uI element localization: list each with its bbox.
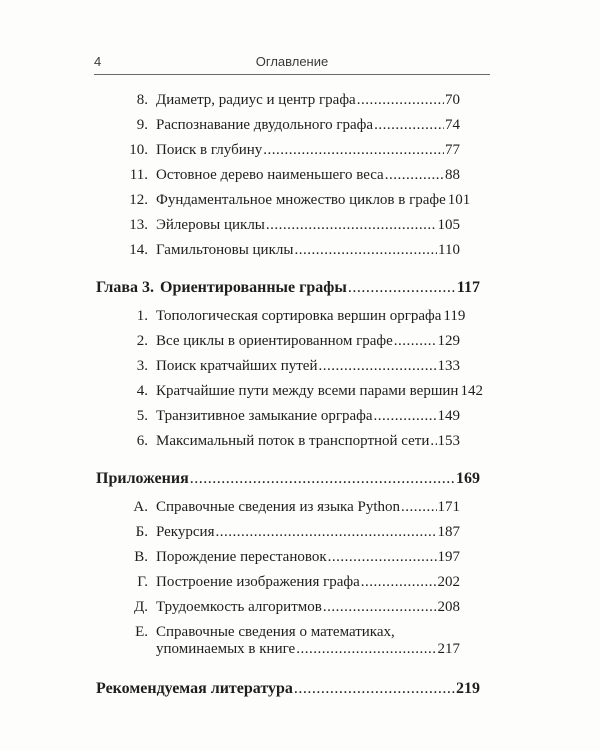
entry-title: Порождение перестановок <box>156 549 327 565</box>
leader-dots <box>374 117 444 134</box>
leader-dots <box>319 358 437 375</box>
entry-number: Е. <box>135 624 148 640</box>
entry-title-line1: Справочные сведения о математиках, <box>156 624 395 640</box>
toc-entry[interactable] <box>96 92 460 109</box>
page-header <box>94 52 490 75</box>
entry-title: Фундаментальное множество циклов в графе <box>156 192 446 208</box>
entry-number: А. <box>133 499 148 515</box>
leader-dots <box>385 167 444 184</box>
entry-number: Г. <box>137 574 148 590</box>
chapter-page: 117 <box>456 279 480 296</box>
entry-title: Диаметр, радиус и центр графа <box>156 92 356 108</box>
entry-title: Трудоемкость алгоритмов <box>156 599 322 615</box>
entry-title: Распознавание двудольного графа <box>156 117 374 133</box>
chapter-title: Ориентированные графы <box>160 279 347 296</box>
leader-dots <box>361 574 437 591</box>
entry-title: Все циклы в ориентированном графе <box>156 333 393 349</box>
leader-dots <box>296 641 436 658</box>
entry-page: 142 <box>460 383 483 399</box>
entry-page: 70 <box>445 92 460 108</box>
entry-number: 12. <box>129 192 148 208</box>
entry-number: 8. <box>136 92 148 108</box>
chapter-label: Глава 3. <box>96 279 154 296</box>
appendix-title: Приложения <box>96 470 189 487</box>
running-title: Оглавление <box>255 54 329 69</box>
leader-dots <box>374 408 437 425</box>
toc-appendix[interactable] <box>96 470 480 487</box>
toc-entry[interactable] <box>96 167 460 184</box>
entry-number: 5. <box>136 408 148 424</box>
toc-entry[interactable] <box>96 358 460 375</box>
leader-dots <box>430 433 436 450</box>
entry-title-line2: упоминаемых в книге <box>156 641 296 657</box>
appendix-page: 169 <box>456 470 480 487</box>
entry-number: 3. <box>136 358 148 374</box>
references-title: Рекомендуемая литература <box>96 680 293 697</box>
entry-page: 110 <box>438 242 460 258</box>
entry-title: Кратчайшие пути между всеми парами вершин <box>156 383 459 399</box>
leader-dots <box>266 217 437 234</box>
entry-page: 187 <box>437 524 460 540</box>
entry-title: Остовное дерево наименьшего веса <box>156 167 384 183</box>
toc-entry[interactable] <box>96 549 460 566</box>
toc-entry[interactable] <box>96 574 460 591</box>
entry-number: Д. <box>134 599 148 615</box>
entry-number: В. <box>134 549 148 565</box>
toc-entry[interactable] <box>96 524 460 541</box>
entry-page: 74 <box>445 117 460 133</box>
entry-number: 6. <box>136 433 148 449</box>
entry-page: 119 <box>443 308 466 324</box>
toc-chapter-3[interactable] <box>96 279 480 296</box>
entry-number: 1. <box>136 308 148 324</box>
entry-page: 153 <box>437 433 460 449</box>
entry-page: 208 <box>437 599 460 615</box>
toc-entry[interactable] <box>96 383 483 400</box>
entry-number: Б. <box>135 524 148 540</box>
entry-title: Построение изображения графа <box>156 574 360 590</box>
leader-dots <box>263 142 444 159</box>
toc-entry[interactable] <box>96 242 460 259</box>
entry-number: 10. <box>129 142 148 158</box>
leader-dots <box>401 499 436 516</box>
entry-page: 88 <box>445 167 460 183</box>
entry-title: Рекурсия <box>156 524 215 540</box>
entry-page: 171 <box>437 499 460 515</box>
entry-page: 105 <box>437 217 460 233</box>
toc-entry[interactable] <box>96 433 460 450</box>
entry-page: 202 <box>437 574 460 590</box>
entry-number: 13. <box>129 217 148 233</box>
leader-dots <box>328 549 437 566</box>
entry-number: 11. <box>129 167 148 183</box>
entry-page: 129 <box>437 333 460 349</box>
entry-number: 2. <box>136 333 148 349</box>
entry-number: 14. <box>129 242 148 258</box>
entry-title: Поиск в глубину <box>156 142 263 158</box>
leader-dots <box>348 279 456 296</box>
entry-page: 133 <box>437 358 460 374</box>
entry-title: Транзитивное замыкание орграфа <box>156 408 373 424</box>
leader-dots <box>323 599 437 616</box>
references-page: 219 <box>456 680 480 697</box>
entry-title: Поиск кратчайших путей <box>156 358 318 374</box>
toc-entry[interactable] <box>96 217 460 234</box>
toc-entry[interactable] <box>96 599 460 616</box>
entry-title: Топологическая сортировка вершин орграфа <box>156 308 442 324</box>
entry-page: 197 <box>437 549 460 565</box>
leader-dots <box>294 242 437 259</box>
toc-entry[interactable] <box>96 142 460 159</box>
toc-entry[interactable] <box>96 117 460 134</box>
leader-dots <box>394 333 437 350</box>
toc-entry[interactable] <box>96 333 460 350</box>
entry-number: 4. <box>136 383 148 399</box>
entry-page: 149 <box>437 408 460 424</box>
entry-title: Справочные сведения из языка Python <box>156 499 401 515</box>
toc-references[interactable] <box>96 680 480 697</box>
entry-title: Гамильтоновы циклы <box>156 242 294 258</box>
leader-dots <box>294 680 455 697</box>
toc-entry[interactable] <box>96 192 471 209</box>
leader-dots <box>215 524 436 541</box>
toc-entry[interactable] <box>96 308 466 325</box>
page-number: 4 <box>94 54 102 69</box>
toc-entry-multiline[interactable] <box>96 624 460 658</box>
toc-entry[interactable] <box>96 499 460 516</box>
leader-dots <box>357 92 444 109</box>
entry-page: 217 <box>437 641 460 657</box>
entry-page: 101 <box>447 192 471 208</box>
entry-title: Максимальный поток в транспортной сети <box>156 433 430 449</box>
toc-entry[interactable] <box>96 408 460 425</box>
entry-number: 9. <box>136 117 148 133</box>
entry-page: 77 <box>445 142 460 158</box>
leader-dots <box>190 470 455 487</box>
entry-title: Эйлеровы циклы <box>156 217 265 233</box>
